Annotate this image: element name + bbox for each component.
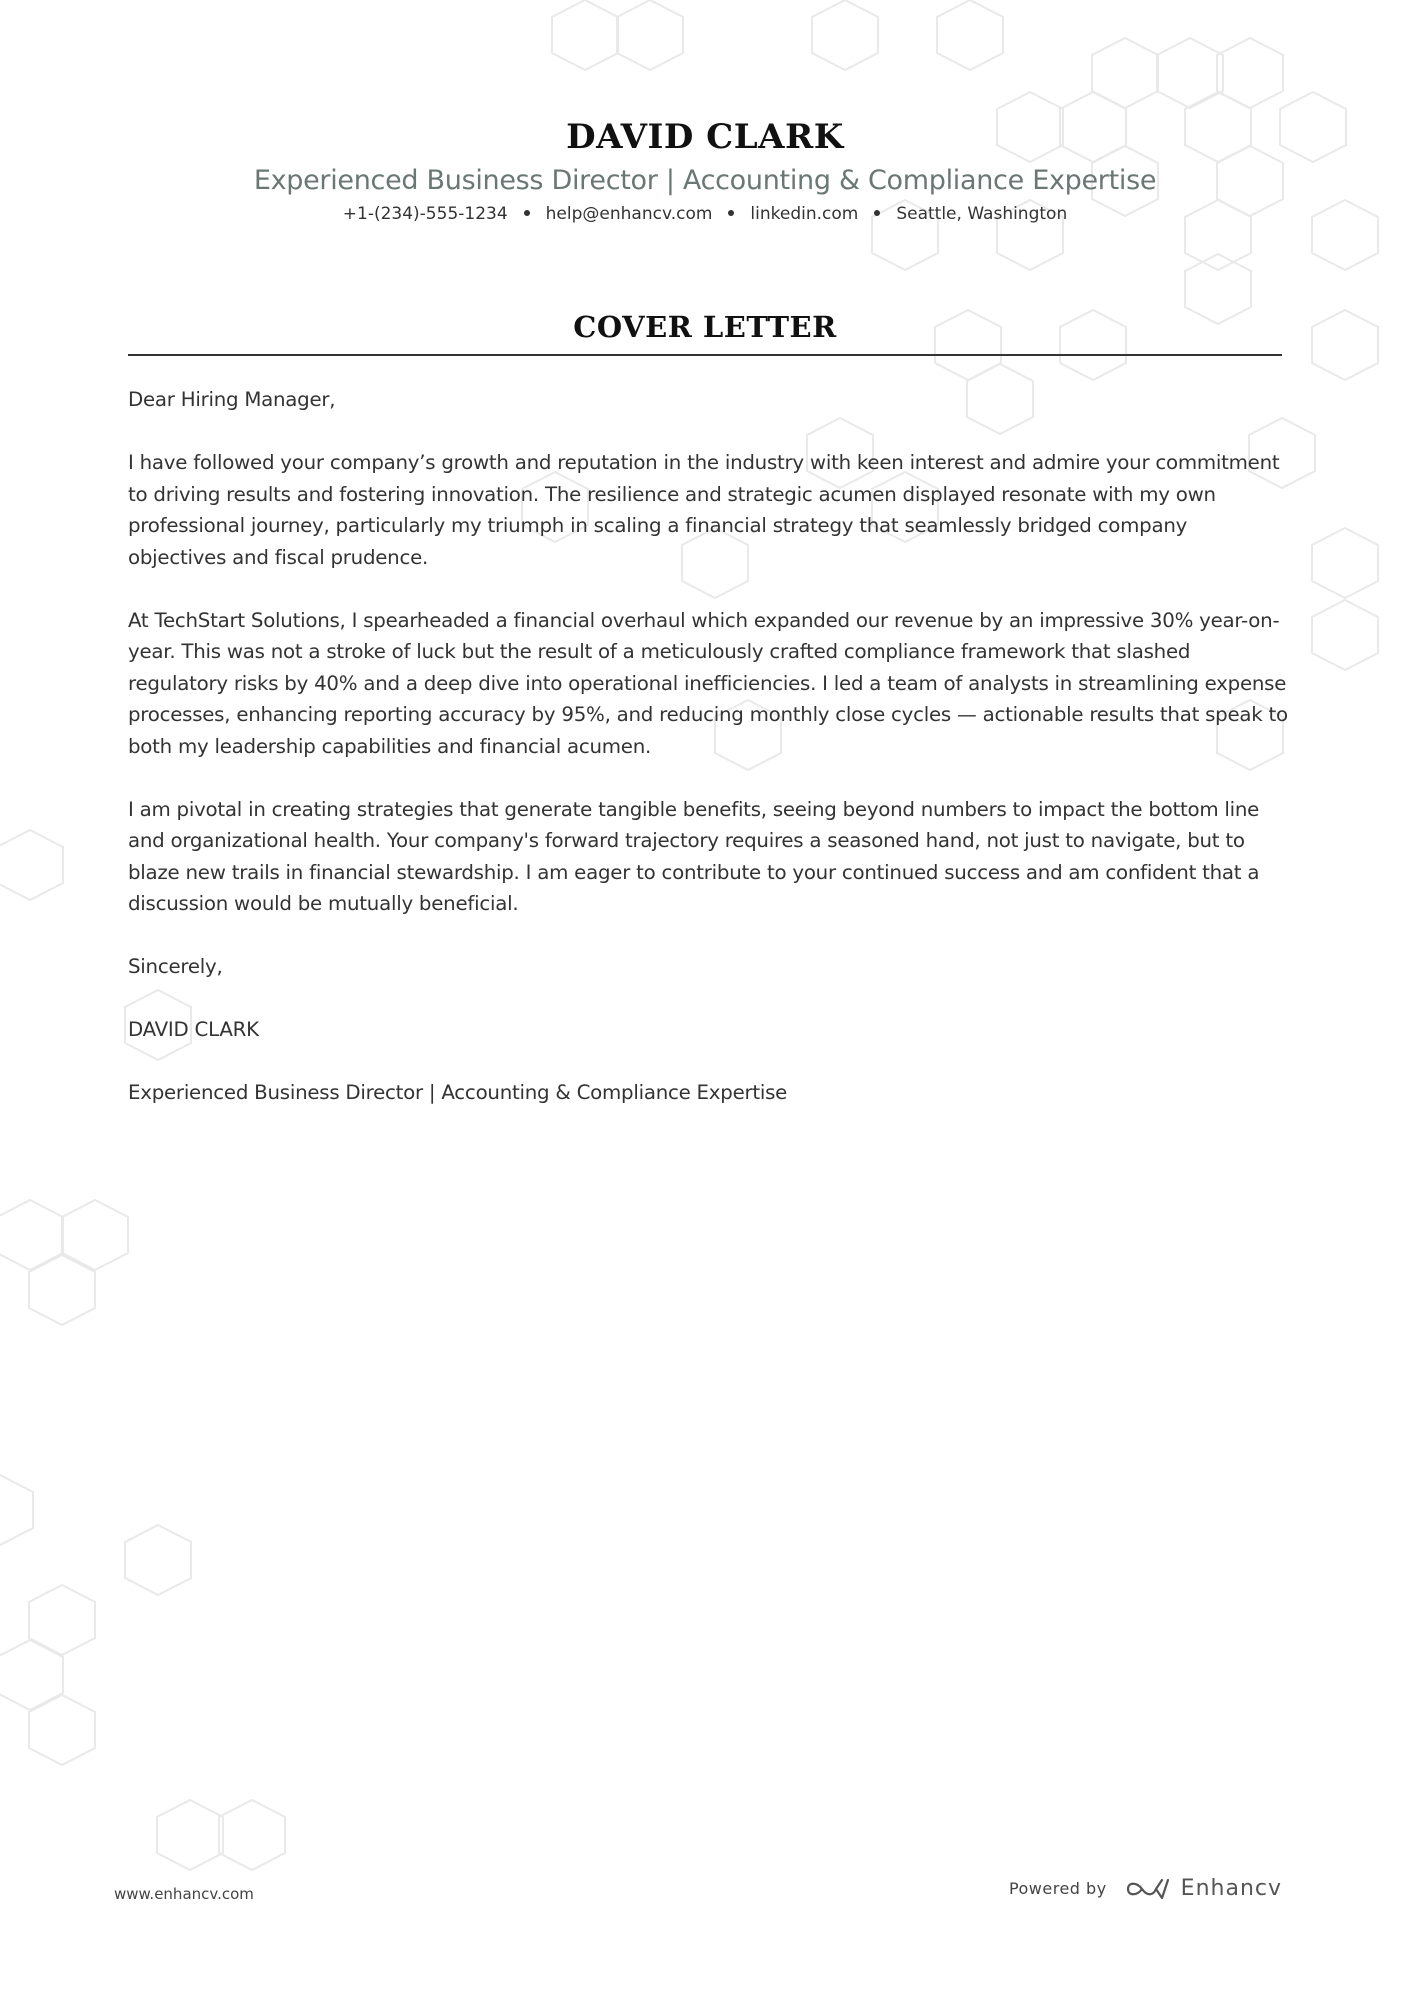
contact-location: Seattle, Washington bbox=[896, 204, 1068, 224]
salutation: Dear Hiring Manager, bbox=[128, 388, 336, 411]
contact-info bbox=[0, 202, 1410, 226]
letter-body bbox=[128, 384, 1288, 1140]
contact-phone: +1-(234)-555-1234 bbox=[342, 204, 508, 224]
enhancv-logo[interactable] bbox=[1125, 1876, 1282, 1901]
applicant-title: Experienced Business Director | Accounting & Compliance Expertise bbox=[253, 165, 1157, 196]
applicant-name: DAVID CLARK bbox=[566, 117, 844, 157]
enhancv-logo-icon bbox=[1125, 1877, 1171, 1901]
section-divider bbox=[128, 354, 1282, 356]
separator-dot bbox=[728, 210, 734, 216]
letter-paragraph: I have followed your company’s growth and reputation in the industry with keen interest and admire your commitment to driving results and fostering innovation. The resilience and strategic acumen displayed resonate with my own professional journey, particularly my triumph in scaling a financial strategy that seamlessly bridged company objectives and fiscal prudence. bbox=[128, 451, 1280, 569]
powered-by-label: Powered by bbox=[1008, 1879, 1107, 1898]
footer-branding bbox=[1009, 1876, 1282, 1901]
contact-linkedin[interactable]: linkedin.com bbox=[750, 204, 859, 224]
section-title: COVER LETTER bbox=[573, 310, 837, 344]
separator-dot bbox=[524, 210, 530, 216]
signature-name: DAVID CLARK bbox=[128, 1018, 259, 1041]
brand-name: Enhancv bbox=[1180, 1876, 1282, 1901]
letter-header bbox=[0, 112, 1410, 226]
footer-website[interactable]: www.enhancv.com bbox=[114, 1885, 254, 1903]
contact-email[interactable]: help@enhancv.com bbox=[545, 204, 713, 224]
signature-title: Experienced Business Director | Accounting & Compliance Expertise bbox=[128, 1081, 788, 1104]
closing: Sincerely, bbox=[128, 955, 223, 978]
letter-paragraph: I am pivotal in creating strategies that generate tangible benefits, seeing beyond numbers to impact the bottom line and organizational health. Your company's forward trajectory requires a seasoned hand, not just to navigate, but to blaze new trails in financial stewardship. I am eager to contribute to your continued success and am confident that a discussion would be mutually beneficial. bbox=[128, 797, 1260, 915]
letter-paragraph: At TechStart Solutions, I spearheaded a financial overhaul which expanded our revenue by an impressive 30% year-on-year. This was not a stroke of luck but the result of a meticulously crafted compliance framework that slashed regulatory risks by 40% and a deep dive into operational inefficiencies. I led a team of analysts in streamlining expense processes, enhancing reporting accuracy by 95%, and reducing monthly close cycles — actionable results that speak to both my leadership capabilities and financial acumen. bbox=[128, 608, 1288, 758]
separator-dot bbox=[874, 210, 880, 216]
